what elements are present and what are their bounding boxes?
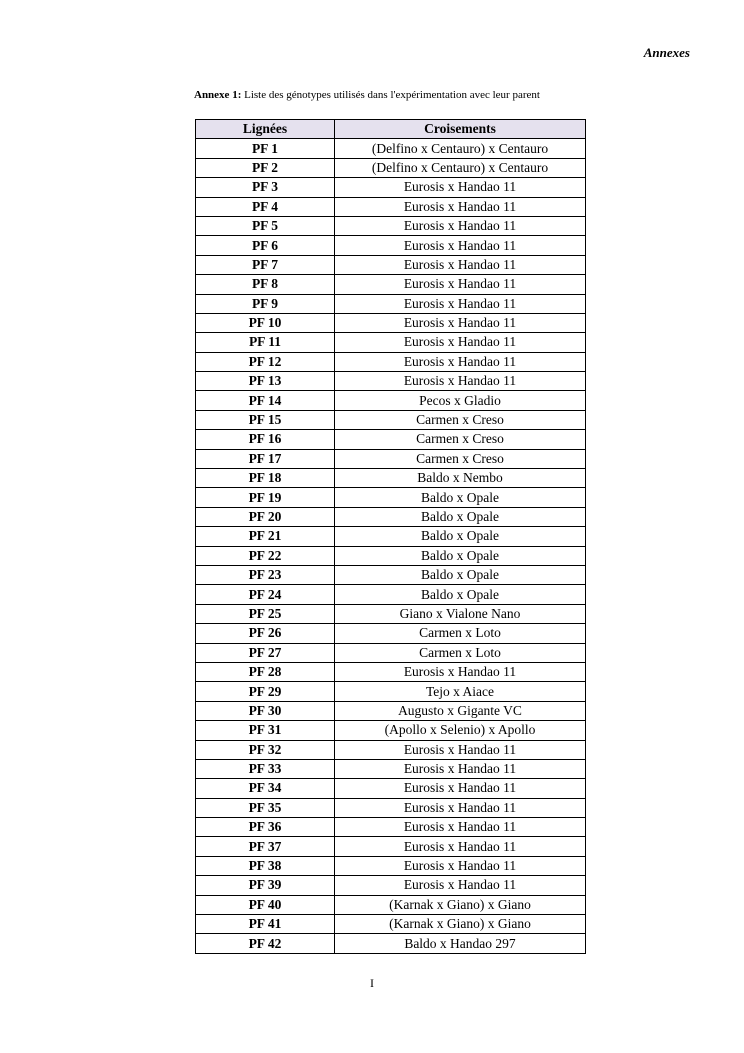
table-row bbox=[196, 837, 586, 856]
cross-cell: Eurosis x Handao 11 bbox=[335, 798, 586, 817]
caption-label: Annexe 1: bbox=[194, 89, 242, 101]
table-row bbox=[196, 275, 586, 294]
cross-cell: Baldo x Opale bbox=[335, 546, 586, 565]
line-cell: PF 34 bbox=[196, 779, 335, 798]
table-row bbox=[196, 585, 586, 604]
table-row bbox=[196, 818, 586, 837]
line-cell: PF 13 bbox=[196, 372, 335, 391]
table-row bbox=[196, 701, 586, 720]
line-cell: PF 16 bbox=[196, 430, 335, 449]
line-cell: PF 11 bbox=[196, 333, 335, 352]
table-row bbox=[196, 430, 586, 449]
cross-cell: Baldo x Opale bbox=[335, 507, 586, 526]
line-cell: PF 26 bbox=[196, 624, 335, 643]
table-row bbox=[196, 333, 586, 352]
cross-cell: Eurosis x Handao 11 bbox=[335, 313, 586, 332]
line-cell: PF 24 bbox=[196, 585, 335, 604]
line-cell: PF 7 bbox=[196, 255, 335, 274]
cross-cell: Eurosis x Handao 11 bbox=[335, 236, 586, 255]
line-cell: PF 36 bbox=[196, 818, 335, 837]
table-row bbox=[196, 856, 586, 875]
table-row bbox=[196, 682, 586, 701]
table-row bbox=[196, 372, 586, 391]
table-row bbox=[196, 488, 586, 507]
line-cell: PF 17 bbox=[196, 449, 335, 468]
cross-cell: (Delfino x Centauro) x Centauro bbox=[335, 139, 586, 158]
cross-cell: Pecos x Gladio bbox=[335, 391, 586, 410]
cross-cell: Eurosis x Handao 11 bbox=[335, 294, 586, 313]
line-cell: PF 12 bbox=[196, 352, 335, 371]
line-cell: PF 9 bbox=[196, 294, 335, 313]
cross-cell: Eurosis x Handao 11 bbox=[335, 779, 586, 798]
table-row bbox=[196, 565, 586, 584]
line-cell: PF 6 bbox=[196, 236, 335, 255]
table-row bbox=[196, 139, 586, 158]
table-body bbox=[196, 139, 586, 953]
table-row bbox=[196, 934, 586, 953]
table-row bbox=[196, 197, 586, 216]
cross-cell: Baldo x Handao 297 bbox=[335, 934, 586, 953]
line-cell: PF 37 bbox=[196, 837, 335, 856]
table-row bbox=[196, 779, 586, 798]
cross-cell: Baldo x Opale bbox=[335, 527, 586, 546]
line-cell: PF 25 bbox=[196, 604, 335, 623]
line-cell: PF 18 bbox=[196, 469, 335, 488]
line-cell: PF 1 bbox=[196, 139, 335, 158]
cross-cell: Carmen x Loto bbox=[335, 643, 586, 662]
line-cell: PF 8 bbox=[196, 275, 335, 294]
cross-cell: Baldo x Opale bbox=[335, 585, 586, 604]
table-row bbox=[196, 527, 586, 546]
cross-cell: Eurosis x Handao 11 bbox=[335, 178, 586, 197]
table-row bbox=[196, 236, 586, 255]
line-cell: PF 3 bbox=[196, 178, 335, 197]
cross-cell: Eurosis x Handao 11 bbox=[335, 837, 586, 856]
cross-cell: Baldo x Opale bbox=[335, 565, 586, 584]
genotype-table bbox=[195, 119, 586, 954]
cross-cell: Eurosis x Handao 11 bbox=[335, 275, 586, 294]
cross-cell: Baldo x Nembo bbox=[335, 469, 586, 488]
table-row bbox=[196, 352, 586, 371]
cross-cell: Eurosis x Handao 11 bbox=[335, 255, 586, 274]
cross-cell: Eurosis x Handao 11 bbox=[335, 372, 586, 391]
line-cell: PF 27 bbox=[196, 643, 335, 662]
line-cell: PF 20 bbox=[196, 507, 335, 526]
table-row bbox=[196, 216, 586, 235]
table-row bbox=[196, 662, 586, 681]
line-cell: PF 10 bbox=[196, 313, 335, 332]
table-row bbox=[196, 546, 586, 565]
cross-cell: Eurosis x Handao 11 bbox=[335, 740, 586, 759]
line-cell: PF 32 bbox=[196, 740, 335, 759]
running-header: Annexes bbox=[643, 45, 690, 60]
cross-cell: Eurosis x Handao 11 bbox=[335, 197, 586, 216]
cross-cell: Tejo x Aiace bbox=[335, 682, 586, 701]
column-header-lines: Lignées bbox=[196, 120, 335, 139]
caption-text: Liste des génotypes utilisés dans l'expérimentation avec leur parent bbox=[241, 89, 540, 101]
cross-cell: Carmen x Creso bbox=[335, 410, 586, 429]
cross-cell: (Karnak x Giano) x Giano bbox=[335, 895, 586, 914]
cross-cell: Eurosis x Handao 11 bbox=[335, 759, 586, 778]
table-row bbox=[196, 876, 586, 895]
cross-cell: Eurosis x Handao 11 bbox=[335, 876, 586, 895]
cross-cell: Carmen x Loto bbox=[335, 624, 586, 643]
table-row bbox=[196, 895, 586, 914]
table-row bbox=[196, 759, 586, 778]
table-row bbox=[196, 604, 586, 623]
line-cell: PF 35 bbox=[196, 798, 335, 817]
cross-cell: Eurosis x Handao 11 bbox=[335, 216, 586, 235]
line-cell: PF 2 bbox=[196, 158, 335, 177]
line-cell: PF 39 bbox=[196, 876, 335, 895]
cross-cell: Baldo x Opale bbox=[335, 488, 586, 507]
table-row bbox=[196, 469, 586, 488]
table-row bbox=[196, 740, 586, 759]
cross-cell: (Karnak x Giano) x Giano bbox=[335, 915, 586, 934]
table-row bbox=[196, 624, 586, 643]
cross-cell: Carmen x Creso bbox=[335, 449, 586, 468]
column-header-crosses: Croisements bbox=[335, 120, 586, 139]
line-cell: PF 40 bbox=[196, 895, 335, 914]
table-row bbox=[196, 449, 586, 468]
table-caption bbox=[194, 89, 540, 101]
page-number: I bbox=[370, 976, 374, 990]
table-row bbox=[196, 313, 586, 332]
line-cell: PF 29 bbox=[196, 682, 335, 701]
line-cell: PF 21 bbox=[196, 527, 335, 546]
line-cell: PF 15 bbox=[196, 410, 335, 429]
line-cell: PF 30 bbox=[196, 701, 335, 720]
cross-cell: (Apollo x Selenio) x Apollo bbox=[335, 721, 586, 740]
table-header-row bbox=[196, 120, 586, 139]
cross-cell: Eurosis x Handao 11 bbox=[335, 352, 586, 371]
cross-cell: Eurosis x Handao 11 bbox=[335, 333, 586, 352]
table-row bbox=[196, 721, 586, 740]
line-cell: PF 33 bbox=[196, 759, 335, 778]
table-row bbox=[196, 643, 586, 662]
cross-cell: Carmen x Creso bbox=[335, 430, 586, 449]
table-row bbox=[196, 178, 586, 197]
cross-cell: Eurosis x Handao 11 bbox=[335, 856, 586, 875]
line-cell: PF 22 bbox=[196, 546, 335, 565]
table-row bbox=[196, 255, 586, 274]
line-cell: PF 23 bbox=[196, 565, 335, 584]
line-cell: PF 14 bbox=[196, 391, 335, 410]
table-row bbox=[196, 915, 586, 934]
cross-cell: Eurosis x Handao 11 bbox=[335, 818, 586, 837]
line-cell: PF 41 bbox=[196, 915, 335, 934]
table-row bbox=[196, 158, 586, 177]
cross-cell: Eurosis x Handao 11 bbox=[335, 662, 586, 681]
line-cell: PF 31 bbox=[196, 721, 335, 740]
table-row bbox=[196, 391, 586, 410]
table-row bbox=[196, 507, 586, 526]
table-row bbox=[196, 294, 586, 313]
line-cell: PF 4 bbox=[196, 197, 335, 216]
line-cell: PF 42 bbox=[196, 934, 335, 953]
table-row bbox=[196, 410, 586, 429]
line-cell: PF 38 bbox=[196, 856, 335, 875]
cross-cell: Augusto x Gigante VC bbox=[335, 701, 586, 720]
line-cell: PF 28 bbox=[196, 662, 335, 681]
cross-cell: (Delfino x Centauro) x Centauro bbox=[335, 158, 586, 177]
line-cell: PF 5 bbox=[196, 216, 335, 235]
line-cell: PF 19 bbox=[196, 488, 335, 507]
cross-cell: Giano x Vialone Nano bbox=[335, 604, 586, 623]
table-row bbox=[196, 798, 586, 817]
